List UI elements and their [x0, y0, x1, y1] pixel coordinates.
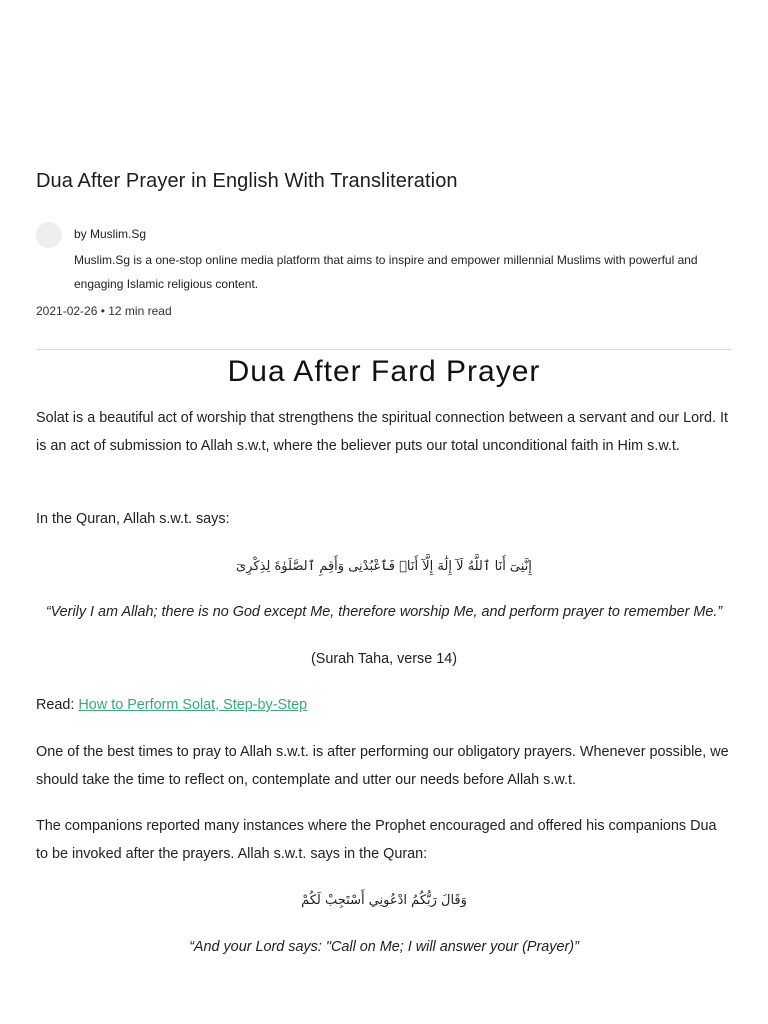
arabic-verse-2: وَقَالَ رَبُّكُمُ ادْعُونِي أَسْتَجِبْ لَكُمْ: [301, 893, 467, 908]
verse-reference-1: (Surah Taha, verse 14): [310, 651, 458, 667]
read-also: [36, 692, 732, 720]
verse-translation-2: “And your Lord says: "Call on Me; I will answer your (Prayer)”: [189, 939, 579, 955]
paragraph-quran-intro: In the Quran, Allah s.w.t. says:: [36, 511, 230, 527]
read-link[interactable]: How to Perform Solat, Step-by-Step: [78, 697, 308, 713]
paragraph-best-times: One of the best times to pray to Allah s.w.t. is after performing our obligatory prayers. Whenever possible, we should take the time to reflect on, contemplate and utter our needs before Allah s.w.t.: [36, 744, 729, 788]
author-name[interactable]: by Muslim.Sg: [74, 227, 147, 241]
author-info: [74, 226, 734, 296]
article-title: Dua After Prayer in English With Transliteration: [36, 170, 458, 192]
paragraph-intro: Solat is a beautiful act of worship that strengthens the spiritual connection between a servant and our Lord. It is an act of submission to Allah s.w.t, where the believer puts our total unconditional faith in Him s.w.t.: [36, 410, 728, 454]
avatar[interactable]: [36, 222, 62, 248]
verse-translation-1: “Verily I am Allah; there is no God except Me, therefore worship Me, and perform prayer to remember Me.”: [45, 604, 723, 620]
paragraph-companions: The companions reported many instances where the Prophet encouraged and offered his companions Dua to be invoked after the prayers. Allah s.w.t. says in the Quran:: [36, 818, 717, 862]
arabic-verse-1: إِنَّنِىٓ أَنَا ٱللَّهُ لَآ إِلَٰهَ إِلَّآ أَنَا۠ فَٱعْبُدْنِى وَأَقِمِ ٱلصَّلَوٰةَ لِذِكْرِىٓ: [236, 559, 532, 574]
divider: [36, 349, 732, 350]
read-prefix: Read:: [36, 697, 79, 713]
author-bio: Muslim.Sg is a one-stop online media platform that aims to inspire and empower millennial Muslims with powerful and engaging Islamic religious content.: [74, 253, 698, 291]
section-heading: Dua After Fard Prayer: [227, 355, 541, 388]
article-meta: 2021-02-26 • 12 min read: [36, 304, 172, 318]
